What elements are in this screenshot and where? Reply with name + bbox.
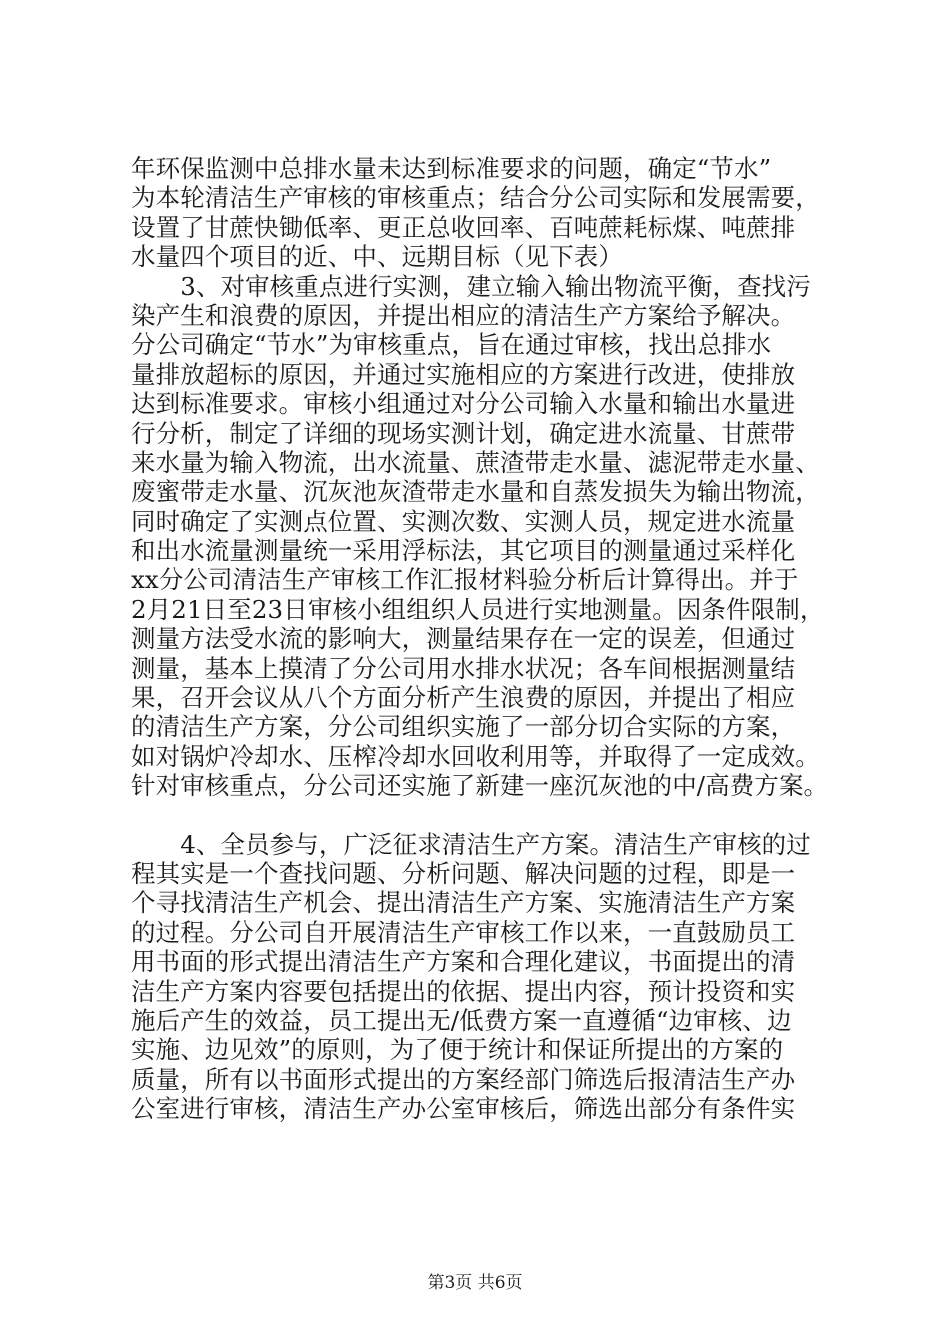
page-footer [0, 1272, 950, 1294]
text-line: 4、全员参与，广泛征求清洁生产方案。清洁生产审核的过 [131, 829, 811, 859]
text-line: 2月21日至23日审核小组组织人员进行实地测量。因条件限制， [131, 594, 825, 624]
text-line: 设置了甘蔗快锄低率、更正总收回率、百吨蔗耗标煤、吨蔗排 [131, 212, 796, 242]
text-line: xx分公司清洁生产审核工作汇报材料验分析后计算得出。并于 [131, 565, 799, 595]
document-body [131, 154, 831, 1124]
text-line: 果，召开会议从八个方面分析产生浪费的原因，并提出了相应 [131, 683, 796, 713]
text-line: 同时确定了实测点位置、实测次数、实测人员，规定进水流量 [131, 506, 796, 536]
text-line: 的清洁生产方案，分公司组织实施了一部分切合实际的方案， [131, 712, 796, 742]
text-line: 染产生和浪费的原因，并提出相应的清洁生产方案给予解决。 [131, 300, 796, 330]
text-line: 公室进行审核，清洁生产办公室审核后，筛选出部分有条件实 [131, 1094, 796, 1124]
text-line: 的过程。分公司自开展清洁生产审核工作以来，一直鼓励员工 [131, 917, 796, 947]
paragraph-2 [131, 272, 831, 801]
text-line: 为本轮清洁生产审核的审核重点；结合分公司实际和发展需要， [131, 183, 820, 213]
text-line: 实施、边见效”的原则，为了便于统计和保证所提出的方案的 [131, 1035, 784, 1065]
text-line: 如对锅炉冷却水、压榨冷却水回收利用等，并取得了一定成效。 [131, 741, 820, 771]
text-line: 用书面的形式提出清洁生产方案和合理化建议，书面提出的清 [131, 947, 796, 977]
text-line: 针对审核重点，分公司还实施了新建一座沉灰池的中/高费方案。 [131, 771, 829, 801]
paragraph-1 [131, 154, 831, 272]
text-line: 3、对审核重点进行实测，建立输入输出物流平衡，查找污 [131, 271, 811, 301]
text-line: 洁生产方案内容要包括提出的依据、提出内容，预计投资和实 [131, 976, 796, 1006]
text-line: 量排放超标的原因，并通过实施相应的方案进行改进，使排放 [131, 359, 796, 389]
text-line: 施后产生的效益，员工提出无/低费方案一直遵循“边审核、边 [131, 1005, 792, 1035]
text-line: 测量方法受水流的影响大，测量结果存在一定的误差，但通过 [131, 624, 796, 654]
text-line: 废蜜带走水量、沉灰池灰渣带走水量和自蒸发损失为输出物流， [131, 477, 820, 507]
paragraph-spacer [131, 801, 831, 830]
text-line: 程其实是一个查找问题、分析问题、解决问题的过程，即是一 [131, 858, 796, 888]
text-line: 个寻找清洁生产机会、提出清洁生产方案、实施清洁生产方案 [131, 888, 796, 918]
text-line: 测量，基本上摸清了分公司用水排水状况；各车间根据测量结 [131, 653, 796, 683]
text-line: 和出水流量测量统一采用浮标法，其它项目的测量通过采样化 [131, 536, 796, 566]
text-line: 来水量为输入物流，出水流量、蔗渣带走水量、滤泥带走水量、 [131, 447, 820, 477]
text-line: 质量，所有以书面形式提出的方案经部门筛选后报清洁生产办 [131, 1064, 796, 1094]
text-line: 分公司确定“节水”为审核重点，旨在通过审核，找出总排水 [131, 330, 772, 360]
paragraph-3 [131, 830, 831, 1124]
text-line: 行分析，制定了详细的现场实测计划，确定进水流量、甘蔗带 [131, 418, 796, 448]
text-line: 水量四个项目的近、中、远期目标（见下表） [131, 242, 623, 272]
text-line: 达到标准要求。审核小组通过对分公司输入水量和输出水量进 [131, 389, 796, 419]
text-line: 年环保监测中总排水量未达到标准要求的问题，确定“节水” [131, 154, 772, 183]
page-number-label: 第3页 共6页 [427, 1273, 523, 1293]
